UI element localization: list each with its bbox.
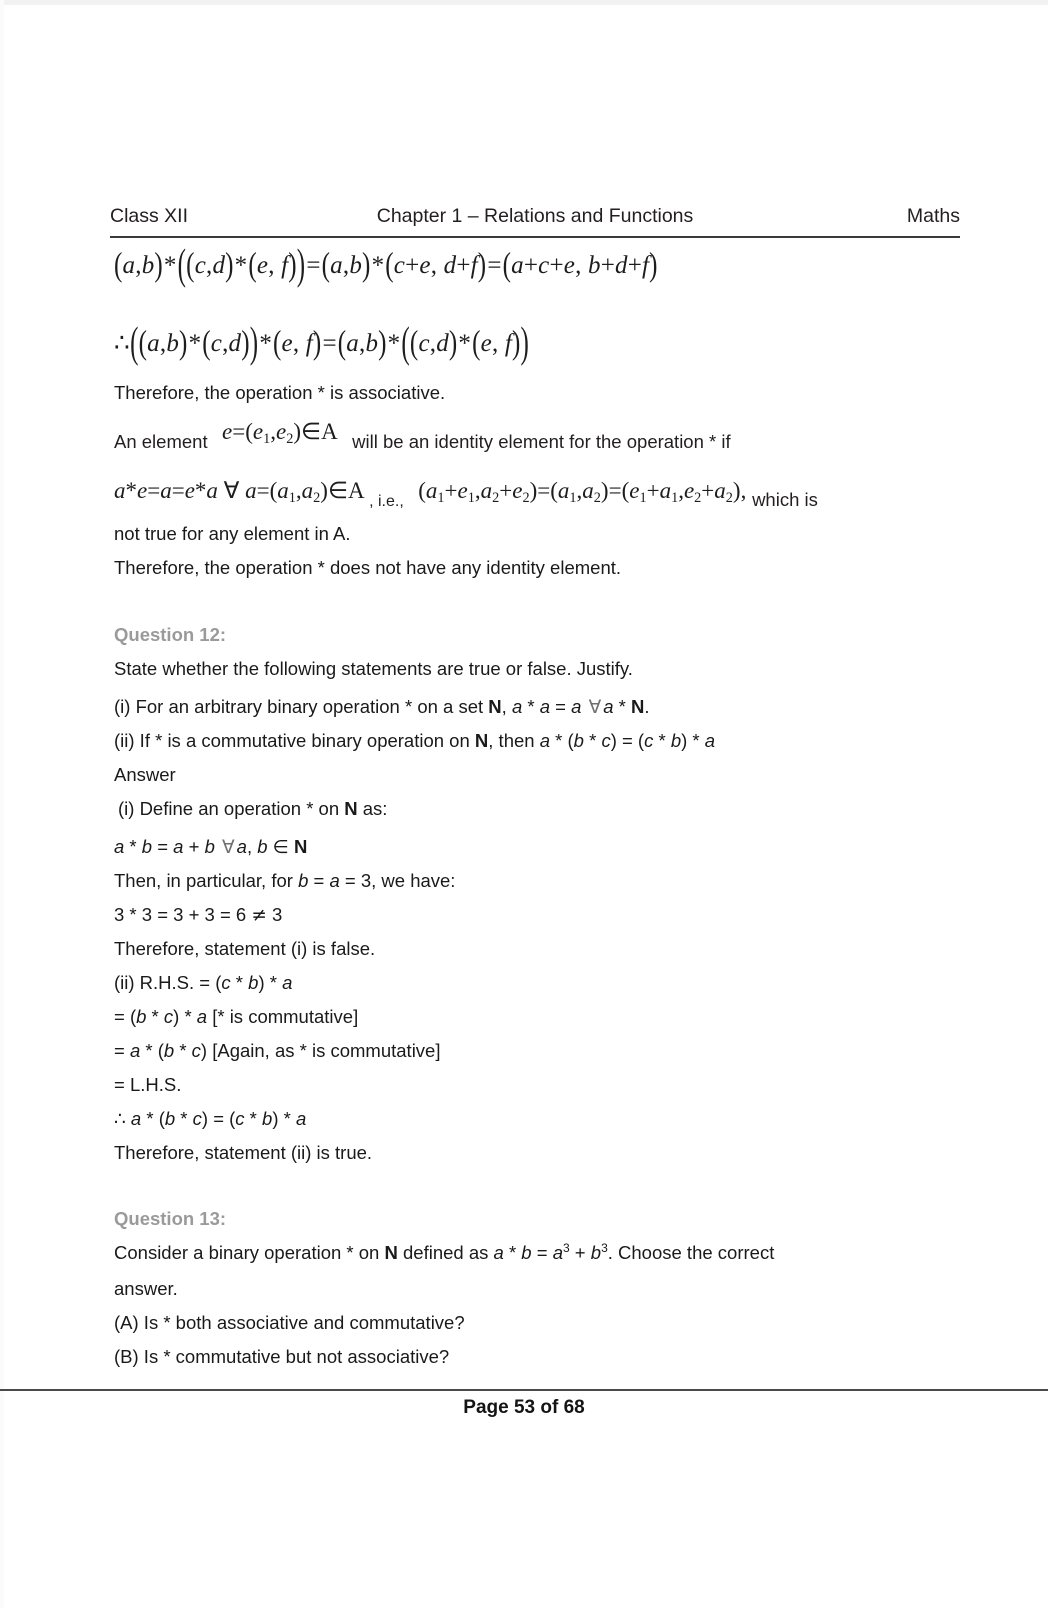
ie-label: , i.e., — [369, 493, 404, 510]
equation-identity-condition: a*e=a=e*a ∀ $a=(a_1,a_2)\in A$ — [114, 478, 370, 506]
question-12-prompt: State whether the following statements are true or false. Justify. — [114, 658, 633, 679]
page-header — [110, 205, 960, 239]
header-class-label: Class XII — [110, 205, 189, 227]
answer-line-rhs: (ii) R.H.S. = (c * b) * a — [114, 972, 293, 993]
which-is-text: which is — [752, 489, 818, 510]
equation-identity-definition: $e=(e_1,e_2)\in A$ — [222, 419, 343, 447]
identity-element-row — [114, 419, 984, 454]
answer-line-define-op: (i) Define an operation * on N as: — [118, 798, 388, 819]
question-13-option-b: (B) Is * commutative but not associative? — [114, 1346, 450, 1367]
footer-page-number: Page 53 of 68 — [463, 1397, 585, 1418]
question-12-heading: Question 12: — [114, 624, 227, 645]
header-divider — [110, 236, 960, 238]
no-identity-line: Therefore, the operation * does not have any identity element. — [114, 557, 622, 578]
associative-statement: Therefore, the operation * is associative. — [114, 382, 446, 403]
header-subject-label: Maths — [906, 205, 960, 227]
answer-line-commutative-2: = a * (b * c) [Again, as * is commutative] — [114, 1040, 441, 1061]
answer-line-lhs: = L.H.S. — [114, 1074, 182, 1095]
question-13-option-a: (A) Is * both associative and commutative? — [114, 1312, 465, 1333]
answer-line-statement-i-false: Therefore, statement (i) is false. — [114, 938, 376, 959]
question-12-answer-label: Answer — [114, 764, 176, 785]
question-13-heading: Question 13: — [114, 1208, 227, 1229]
identity-lead-text: An element — [114, 431, 208, 452]
question-12-statement-ii: (ii) If * is a commutative binary operation on N, then a * (b * c) = (c * b) * a — [114, 730, 716, 751]
question-12-statement-i: (i) For an arbitrary binary operation * on a set N, a * a = a ∀ a * N. — [114, 696, 650, 718]
equation-identity-expansion: $(a_1+e_1,a_2+e_2)=(a_1,a_2)=(e_1+a_1,e_2+a_2)$, — [418, 478, 753, 506]
answer-line-therefore-eq: ∴ a * (b * c) = (c * b) * a — [114, 1108, 307, 1130]
answer-line-commutative-1: = (b * c) * a [* is commutative] — [114, 1006, 359, 1027]
question-13-prompt-line2: answer. — [114, 1278, 178, 1299]
answer-line-statement-ii-true: Therefore, statement (ii) is true. — [114, 1142, 373, 1163]
identity-condition-row — [114, 478, 994, 510]
scan-edge-left — [0, 0, 4, 1608]
question-13-prompt: Consider a binary operation * on N defined as $a * b = a^3 + b^3$. Choose the correct — [114, 1240, 775, 1263]
identity-trail-text: will be an identity element for the operation * if — [352, 431, 731, 452]
equation-associativity-expansion: (a,b)*((c,d)*(e, f))=(a,b)*(c+e, d+f)=(a+c+e, b+d+f) — [114, 241, 658, 289]
answer-line-numeric: 3 * 3 = 3 + 3 = 6 ≠ 3 — [114, 904, 283, 926]
answer-line-particular: Then, in particular, for b = a = 3, we have: — [114, 870, 456, 891]
header-chapter-title: Chapter 1 – Relations and Functions — [376, 205, 694, 227]
not-true-line: not true for any element in A. — [114, 523, 351, 544]
equation-associativity-conclusion: ∴((a,b)*(c,d))*(e, f)=(a,b)*((c,d)*(e, f)) — [114, 319, 530, 367]
scan-edge-top — [0, 0, 1048, 5]
answer-line-op-def: a * b = a + b ∀ a, b ∈ N — [114, 836, 308, 858]
